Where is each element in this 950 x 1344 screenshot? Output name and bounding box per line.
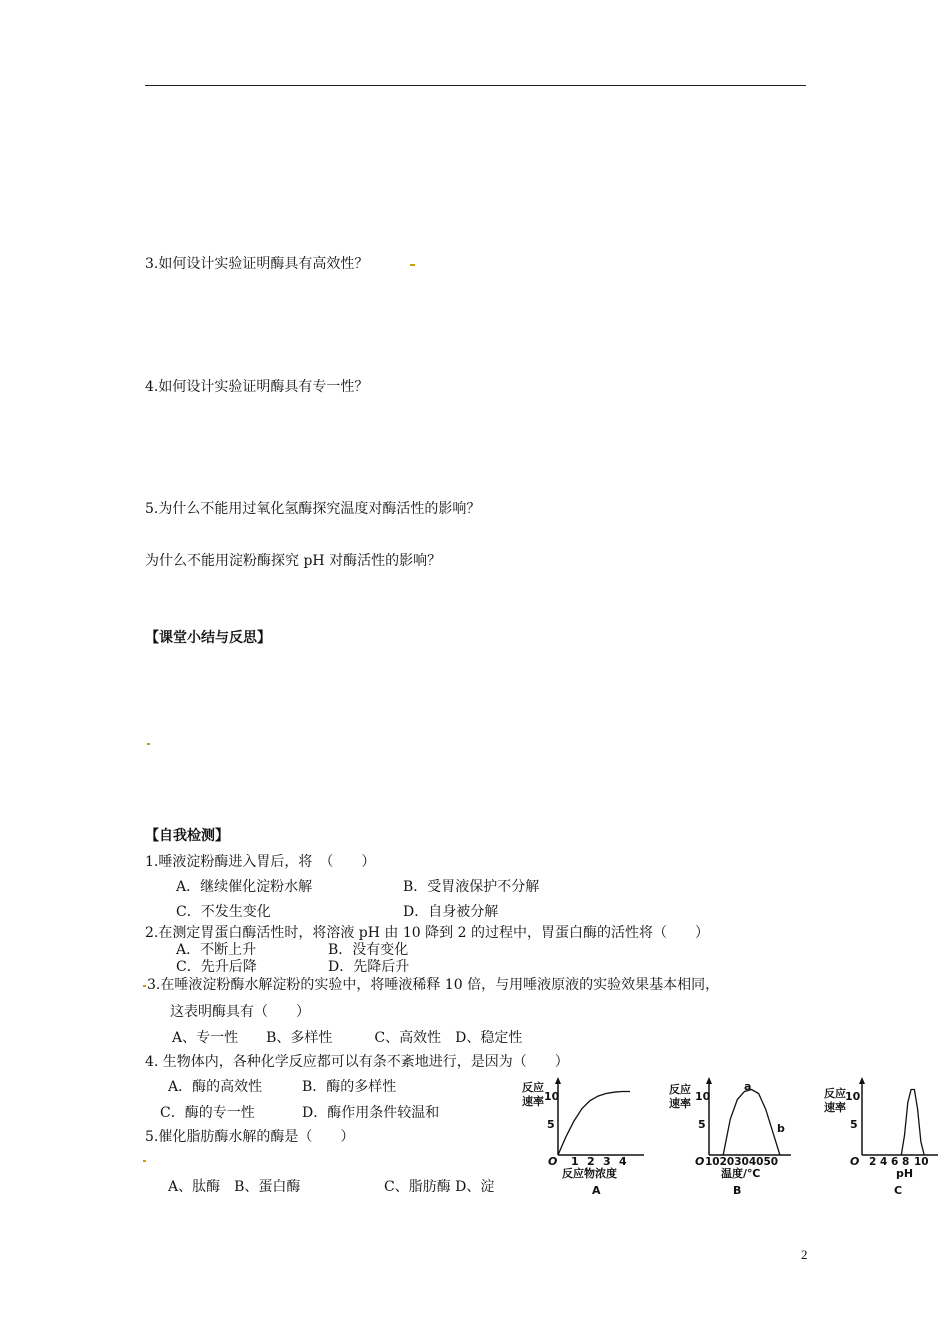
chart-c-xtick-10: 10 bbox=[914, 1156, 929, 1168]
section-selftest: 【自我检测】 bbox=[145, 828, 229, 844]
chart-b-y-arrow bbox=[706, 1077, 712, 1084]
chart-a-xtick-3: 3 bbox=[603, 1155, 611, 1168]
test-5-options-1: A、肽酶 B、蛋白酶 bbox=[168, 1179, 301, 1195]
chart-a-caption: A bbox=[592, 1184, 601, 1197]
chart-b-point-a: a bbox=[744, 1080, 752, 1093]
chart-c-series-line bbox=[901, 1090, 924, 1156]
chart-a-y-arrow bbox=[555, 1077, 561, 1084]
test-3: 3.在唾液淀粉酶水解淀粉的实验中，将唾液稀释 10 倍，与用唾液原液的实验效果基本相同， bbox=[147, 977, 720, 993]
chart-a-xtick-2: 2 bbox=[587, 1155, 595, 1168]
chart-c-xtick-2: 2 bbox=[869, 1156, 877, 1168]
chart-b-xtick-labels: 1020304050 bbox=[705, 1156, 779, 1168]
test-1-option-c: C．不发生变化 bbox=[176, 904, 271, 920]
chart-c-ytick-5: 5 bbox=[850, 1118, 858, 1131]
chart-b-origin: O bbox=[695, 1155, 705, 1168]
chart-b-xlabel: 温度/℃ bbox=[721, 1167, 761, 1180]
test-5: 5.催化脂肪酶水解的酶是（ ） bbox=[145, 1129, 355, 1145]
test-1-option-a: A．继续催化淀粉水解 bbox=[176, 879, 313, 895]
test-1: 1.唾液淀粉酶进入胃后，将 （ ） bbox=[145, 854, 376, 870]
chart-b-ytick-5: 5 bbox=[698, 1118, 706, 1131]
question-5b: 为什么不能用淀粉酶探究 pH 对酶活性的影响？ bbox=[145, 553, 442, 569]
chart-a-xtick-1: 1 bbox=[571, 1155, 579, 1168]
test-5-options-2: C、脂肪酶 D、淀 bbox=[384, 1179, 495, 1195]
chart-c-origin: O bbox=[850, 1155, 860, 1168]
chart-a-origin: O bbox=[548, 1155, 558, 1168]
chart-c-caption: C bbox=[894, 1184, 903, 1197]
chart-a-ytick-5: 5 bbox=[547, 1118, 555, 1131]
question-5a: 5.为什么不能用过氧化氢酶探究温度对酶活性的影响？ bbox=[145, 501, 481, 517]
test-4-option-c: C．酶的专一性 bbox=[160, 1105, 255, 1121]
chart-a-xtick-4: 4 bbox=[619, 1155, 627, 1168]
test-2-option-d: D．先降后升 bbox=[328, 959, 410, 975]
chart-c-ylabel-1: 反应 bbox=[824, 1087, 846, 1100]
chart-c-xtick-8: 8 bbox=[902, 1156, 910, 1168]
chart-c-ytick-10: 10 bbox=[845, 1090, 861, 1103]
edit-mark bbox=[143, 985, 146, 987]
edit-mark bbox=[147, 743, 150, 745]
test-2-option-b: B．没有变化 bbox=[328, 942, 409, 958]
test-4-option-b: B．酶的多样性 bbox=[302, 1079, 397, 1095]
edit-mark bbox=[143, 1160, 146, 1162]
test-2: 2.在测定胃蛋白酶活性时，将溶液 pH 由 10 降到 2 的过程中，胃蛋白酶的活性将（ ） bbox=[145, 925, 709, 941]
edit-mark bbox=[410, 264, 415, 266]
test-3-continued: 这表明酶具有（ ） bbox=[170, 1004, 310, 1020]
test-1-option-b: B．受胃液保护不分解 bbox=[403, 879, 540, 895]
page-number: 2 bbox=[801, 1247, 808, 1262]
test-1-option-d: D．自身被分解 bbox=[403, 904, 499, 920]
chart-a-ylabel-1: 反应 bbox=[522, 1081, 544, 1094]
chart-a-xlabel: 反应物浓度 bbox=[562, 1167, 617, 1180]
header-rule bbox=[145, 85, 806, 86]
chart-a-series-line bbox=[558, 1092, 630, 1156]
chart-c-xlabel: pH bbox=[896, 1167, 914, 1180]
chart-c-ylabel-2: 速率 bbox=[824, 1101, 846, 1114]
chart-a bbox=[518, 1075, 648, 1200]
chart-b-caption: B bbox=[733, 1184, 742, 1197]
question-3: 3.如何设计实验证明酶具有高效性？ bbox=[145, 256, 369, 272]
test-3-options: A、专一性 B、多样性 C、高效性 D、稳定性 bbox=[172, 1030, 523, 1046]
test-4-option-a: A．酶的高效性 bbox=[168, 1079, 263, 1095]
chart-b bbox=[665, 1075, 795, 1200]
chart-b-point-b: b bbox=[777, 1122, 785, 1135]
chart-b-ytick-10: 10 bbox=[695, 1090, 711, 1103]
chart-c bbox=[818, 1075, 943, 1200]
chart-c-xtick-6: 6 bbox=[891, 1156, 899, 1168]
test-2-option-a: A．不断上升 bbox=[176, 942, 257, 958]
chart-b-ylabel-2: 速率 bbox=[669, 1097, 691, 1110]
chart-a-ytick-10: 10 bbox=[544, 1090, 560, 1103]
question-4: 4.如何设计实验证明酶具有专一性？ bbox=[145, 379, 369, 395]
test-2-option-c: C．先升后降 bbox=[176, 959, 257, 975]
chart-a-ylabel-2: 速率 bbox=[522, 1095, 544, 1108]
test-4-option-d: D．酶作用条件较温和 bbox=[302, 1105, 440, 1121]
section-summary: 【课堂小结与反思】 bbox=[145, 630, 271, 646]
chart-c-y-arrow bbox=[859, 1077, 865, 1084]
chart-c-xtick-4: 4 bbox=[880, 1156, 888, 1168]
test-4: 4. 生物体内，各种化学反应都可以有条不紊地进行，是因为（ ） bbox=[145, 1054, 569, 1070]
chart-b-series-line bbox=[723, 1090, 780, 1156]
chart-b-ylabel-1: 反应 bbox=[669, 1083, 691, 1096]
